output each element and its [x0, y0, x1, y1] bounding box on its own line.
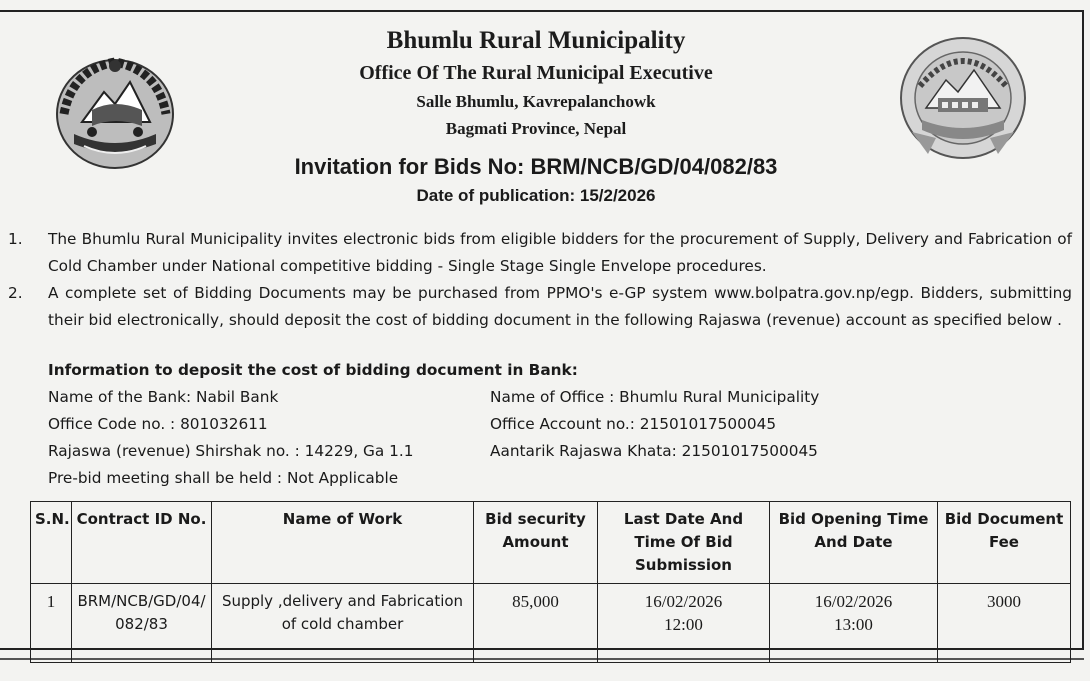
- bids-table: [30, 501, 1071, 663]
- opening-date-value: 16/02/2026: [814, 592, 893, 611]
- cell-opening: [770, 584, 938, 663]
- municipality-name: Bhumlu Rural Municipality: [386, 27, 686, 54]
- prebid-meeting: Pre-bid meeting shall be held : Not Applicable: [48, 469, 399, 487]
- cell-bid-security: 85,000: [474, 584, 598, 663]
- cell-last-date: [598, 584, 770, 663]
- ifb-title: Invitation for Bids No: BRM/NCB/GD/04/082/83: [294, 154, 778, 179]
- last-date-value: 16/02/2026: [644, 592, 723, 611]
- bhumlu-municipality-logo-icon: [898, 36, 1028, 160]
- table-row: [31, 584, 1071, 663]
- office-address: Salle Bhumlu, Kavrepalanchowk: [416, 92, 656, 111]
- clause-1-number: 1.: [8, 230, 23, 248]
- deposit-heading: Information to deposit the cost of bidding document in Bank:: [48, 361, 578, 379]
- header-doc-fee: Bid Document Fee: [938, 502, 1071, 584]
- cell-sn: 1: [31, 584, 72, 663]
- publication-date: Date of publication: 15/2/2026: [416, 186, 656, 205]
- office-account: Office Account no.: 21501017500045: [490, 415, 777, 433]
- header-opening: Bid Opening Time And Date: [770, 502, 938, 584]
- clause-1-text: The Bhumlu Rural Municipality invites electronic bids from eligible bidders for the procurement of Supply, Delivery and Fabrication of Cold Chamber under National competitive bidding - Single Stage Single Envelope procedures.: [48, 230, 1072, 275]
- nepal-government-emblem-icon: [52, 52, 178, 170]
- cell-doc-fee: 3000: [938, 584, 1071, 663]
- last-time-value: 12:00: [664, 615, 703, 634]
- clause-2-number: 2.: [8, 284, 23, 302]
- rajaswa-shirshak: Rajaswa (revenue) Shirshak no. : 14229, Ga 1.1: [48, 442, 414, 460]
- header-last-date: Last Date And Time Of Bid Submission: [598, 502, 770, 584]
- table-header-row: [31, 502, 1071, 584]
- header-bid-security: Bid security Amount: [474, 502, 598, 584]
- office-name: Office Of The Rural Municipal Executive: [359, 62, 713, 84]
- opening-time-value: 13:00: [834, 615, 873, 634]
- office-name-info: Name of Office : Bhumlu Rural Municipality: [490, 388, 820, 406]
- header-sn: S.N.: [31, 502, 72, 584]
- province-line: Bagmati Province, Nepal: [445, 119, 627, 138]
- cell-work: Supply ,delivery and Fabrication of cold chamber: [212, 584, 474, 663]
- office-code: Office Code no. : 801032611: [48, 415, 268, 433]
- cell-contract-id: BRM/NCB/GD/04/082/83: [72, 584, 212, 663]
- clause-2-text: A complete set of Bidding Documents may be purchased from PPMO's e-GP system www.bolpatra.gov.np/egp. Bidders, submitting their bid electronically, should deposit the cost of bidding document in the following Rajaswa (revenue) account as specified below .: [48, 284, 1072, 329]
- bank-name: Name of the Bank: Nabil Bank: [48, 388, 279, 406]
- header-contract-id: Contract ID No.: [72, 502, 212, 584]
- aantarik-khata: Aantarik Rajaswa Khata: 21501017500045: [490, 442, 818, 460]
- header-work: Name of Work: [212, 502, 474, 584]
